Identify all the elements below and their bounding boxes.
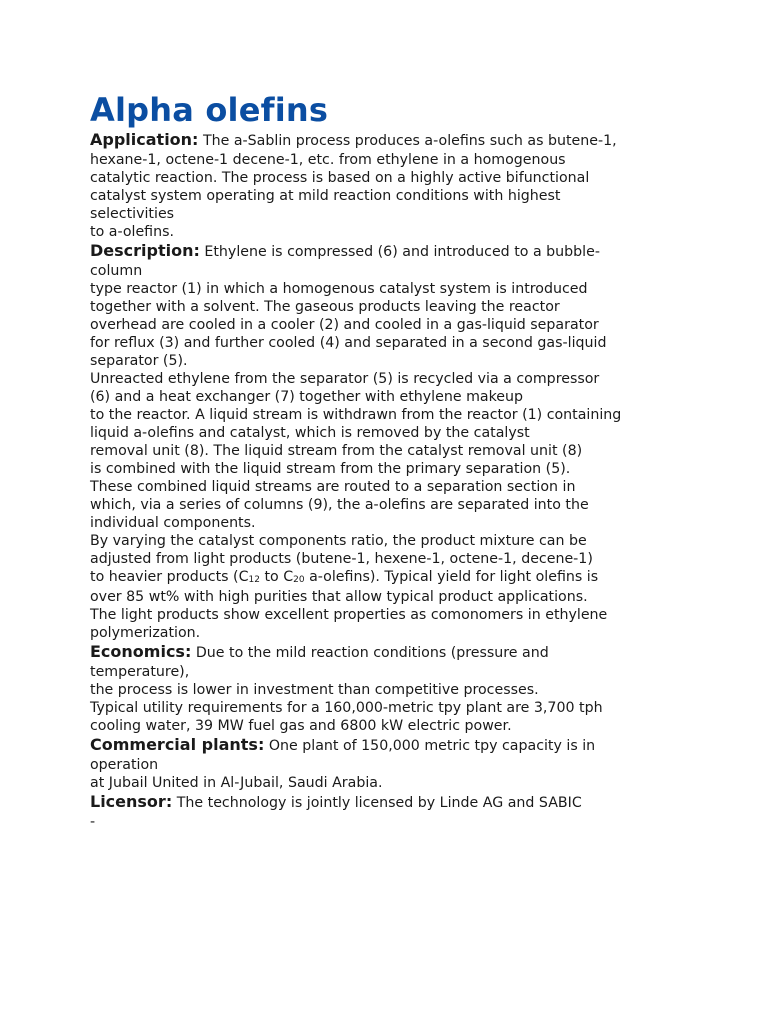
- economics-text-line: Due to the mild reaction conditions (pressure and: [195, 645, 549, 661]
- heavier-prefix: to heavier products (C: [90, 569, 249, 585]
- licensor-label: Licensor:: [90, 792, 173, 811]
- description-text-line: By varying the catalyst components ratio, the product mixture can be: [90, 533, 587, 549]
- application-text-line: hexane-1, octene-1 decene-1, etc. from ethylene in a homogenous: [90, 152, 566, 168]
- heavier-middle: to C: [259, 569, 294, 585]
- application-section: [90, 130, 760, 241]
- heavier-suffix: a-olefins). Typical yield for light olefins is: [304, 569, 599, 585]
- description-heavier-line: [90, 568, 760, 588]
- description-text-line: polymerization.: [90, 625, 201, 641]
- commercial-plants-text-line: One plant of 150,000 metric tpy capacity is in: [268, 738, 596, 754]
- description-text-line: Ethylene is compressed (6) and introduced to a bubble-: [204, 244, 600, 260]
- economics-text-line: Typical utility requirements for a 160,000-metric tpy plant are 3,700 tph: [90, 700, 603, 716]
- description-text-line: adjusted from light products (butene-1, hexene-1, octene-1, decene-1): [90, 551, 593, 567]
- description-text-line: liquid a-olefins and catalyst, which is removed by the catalyst: [90, 425, 530, 441]
- commercial-plants-section: [90, 735, 760, 792]
- description-text-line: over 85 wt% with high purities that allow typical product applications.: [90, 589, 588, 605]
- description-text-line: separator (5).: [90, 353, 188, 369]
- commercial-plants-text-line: at Jubail United in Al-Jubail, Saudi Arabia.: [90, 775, 383, 791]
- description-section: [90, 241, 760, 642]
- application-text-line: selectivities: [90, 206, 175, 222]
- economics-section: [90, 642, 760, 735]
- description-text-line: The light products show excellent properties as comonomers in ethylene: [90, 607, 608, 623]
- description-text-line: to the reactor. A liquid stream is withdrawn from the reactor (1) containing: [90, 407, 622, 423]
- application-text-line: catalytic reaction. The process is based on a highly active bifunctional: [90, 170, 590, 186]
- economics-label: Economics:: [90, 642, 192, 661]
- description-text-line: which, via a series of columns (9), the a-olefins are separated into the: [90, 497, 589, 513]
- description-text-line: (6) and a heat exchanger (7) together with ethylene makeup: [90, 389, 524, 405]
- description-text-line: Unreacted ethylene from the separator (5) is recycled via a compressor: [90, 371, 600, 387]
- description-text-line: for reflux (3) and further cooled (4) and separated in a second gas-liquid: [90, 335, 607, 351]
- c20-subscript: 20: [293, 575, 305, 585]
- commercial-plants-text-line: operation: [90, 757, 159, 773]
- description-text-line: is combined with the liquid stream from the primary separation (5).: [90, 461, 571, 477]
- economics-text-line: cooling water, 39 MW fuel gas and 6800 kW electric power.: [90, 718, 512, 734]
- economics-text-line: temperature),: [90, 664, 190, 680]
- description-text-line: together with a solvent. The gaseous products leaving the reactor: [90, 299, 560, 315]
- document-page: [90, 90, 760, 831]
- licensor-section: [90, 792, 760, 831]
- description-text-line: overhead are cooled in a cooler (2) and cooled in a gas-liquid separator: [90, 317, 599, 333]
- description-text-line: These combined liquid streams are routed to a separation section in: [90, 479, 576, 495]
- application-text-line: catalyst system operating at mild reaction conditions with highest: [90, 188, 561, 204]
- page-title: Alpha olefins: [90, 91, 329, 129]
- c12-subscript: 12: [248, 575, 260, 585]
- commercial-plants-label: Commercial plants:: [90, 735, 265, 754]
- application-label: Application:: [90, 130, 199, 149]
- description-text-line: removal unit (8). The liquid stream from the catalyst removal unit (8): [90, 443, 583, 459]
- description-label: Description:: [90, 241, 200, 260]
- description-text-line: column: [90, 263, 143, 279]
- licensor-text-line: -: [90, 814, 96, 830]
- economics-text-line: the process is lower in investment than competitive processes.: [90, 682, 539, 698]
- licensor-text-line: The technology is jointly licensed by Linde AG and SABIC: [176, 795, 582, 811]
- application-text-line: to a-olefins.: [90, 224, 175, 240]
- description-text-line: type reactor (1) in which a homogenous catalyst system is introduced: [90, 281, 588, 297]
- application-text-line: The a-Sablin process produces a-olefins such as butene-1,: [202, 133, 617, 149]
- description-text-line: individual components.: [90, 515, 256, 531]
